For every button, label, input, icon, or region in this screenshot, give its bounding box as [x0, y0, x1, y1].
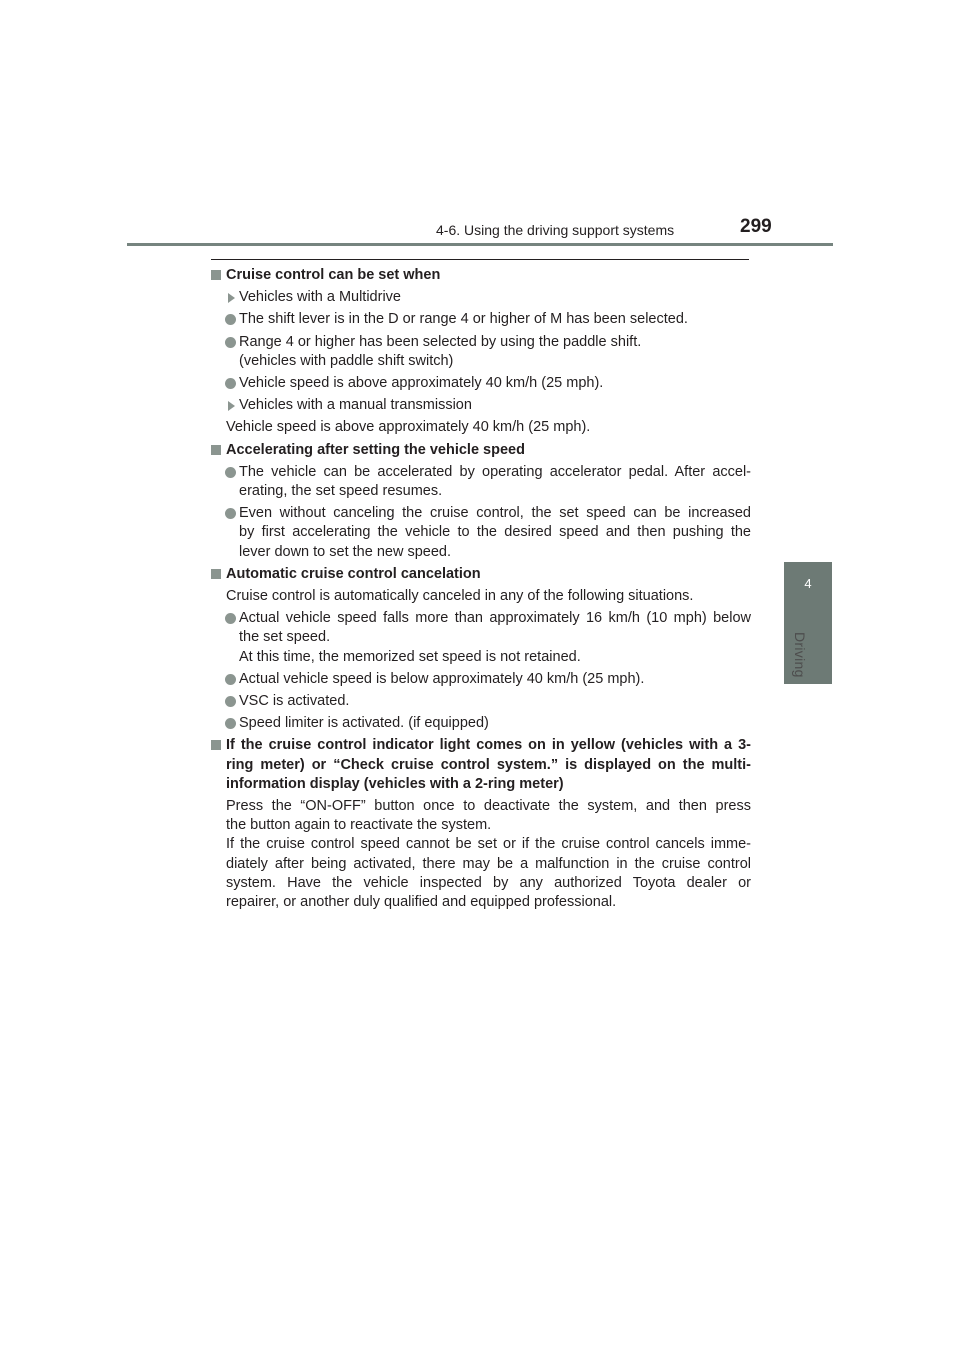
- list-item: Range 4 or higher has been selected by using the paddle shift. (vehicles with paddle shift switch): [211, 333, 751, 371]
- chapter-number: 4: [804, 576, 812, 591]
- section-automatic-cancelation: [211, 565, 751, 734]
- round-bullet-icon: [225, 337, 236, 348]
- list-item: VSC is activated.: [211, 692, 751, 711]
- round-bullet-icon: [225, 378, 236, 389]
- section-cruise-set-conditions: [211, 266, 751, 438]
- triangle-marker-icon: [228, 293, 235, 303]
- round-bullet-icon: [225, 674, 236, 685]
- square-bullet-icon: [211, 740, 221, 750]
- content-rule: [211, 259, 749, 260]
- list-item: Actual vehicle speed falls more than approximately 16 km/h (10 mph) below the set speed. At this time, the memorized set speed is not retained.: [211, 609, 751, 667]
- list-item: The shift lever is in the D or range 4 or higher of M has been selected.: [211, 310, 751, 329]
- paragraph: Press the “ON-OFF” button once to deactivate the system, and then press the button again to reactivate the system. If the cruise control speed cannot be set or if the cruise control cancels imme- diately after being activated, there may be a malfunction in the cruise control system. Have the vehicle inspected by any authorized Toyota dealer or repairer, or another duly qualified and equipped professional.: [226, 798, 751, 911]
- list-item: Speed limiter is activated. (if equipped): [211, 714, 751, 733]
- section-heading: Cruise control can be set when: [211, 266, 751, 285]
- sub-heading: Vehicles with a manual transmission: [211, 396, 751, 415]
- square-bullet-icon: [211, 270, 221, 280]
- section-heading: Automatic cruise control cancelation: [211, 565, 751, 584]
- header-rule: [127, 243, 833, 246]
- page-content: [211, 266, 751, 915]
- round-bullet-icon: [225, 508, 236, 519]
- triangle-marker-icon: [228, 401, 235, 411]
- section-indicator-light: [211, 736, 751, 912]
- page-number: 299: [740, 216, 772, 237]
- square-bullet-icon: [211, 569, 221, 579]
- sub-heading: Vehicles with a Multidrive: [211, 288, 751, 307]
- paragraph: Cruise control is automatically canceled in any of the following situations.: [226, 588, 694, 605]
- section-accelerating: [211, 441, 751, 562]
- round-bullet-icon: [225, 718, 236, 729]
- section-title: 4-6. Using the driving support systems: [436, 222, 675, 238]
- round-bullet-icon: [225, 314, 236, 325]
- round-bullet-icon: [225, 613, 236, 624]
- square-bullet-icon: [211, 445, 221, 455]
- list-item: Vehicle speed is above approximately 40 km/h (25 mph).: [211, 374, 751, 393]
- section-heading: If the cruise control indicator light comes on in yellow (vehicles with a 3- ring meter) or “Check cruise control system.” is displayed on the multi- information display (vehicles with a 2-ring meter): [211, 736, 751, 794]
- list-item: Actual vehicle speed is below approximately 40 km/h (25 mph).: [211, 670, 751, 689]
- section-heading: Accelerating after setting the vehicle speed: [211, 441, 751, 460]
- chapter-label: Driving: [792, 632, 808, 678]
- list-item: The vehicle can be accelerated by operating accelerator pedal. After accel- erating, the set speed resumes.: [211, 463, 751, 501]
- paragraph: Vehicle speed is above approximately 40 km/h (25 mph).: [226, 419, 591, 436]
- list-item: Even without canceling the cruise control, the set speed can be increased by first accelerating the vehicle to the desired speed and then pushing the lever down to set the new speed.: [211, 504, 751, 562]
- round-bullet-icon: [225, 696, 236, 707]
- round-bullet-icon: [225, 467, 236, 478]
